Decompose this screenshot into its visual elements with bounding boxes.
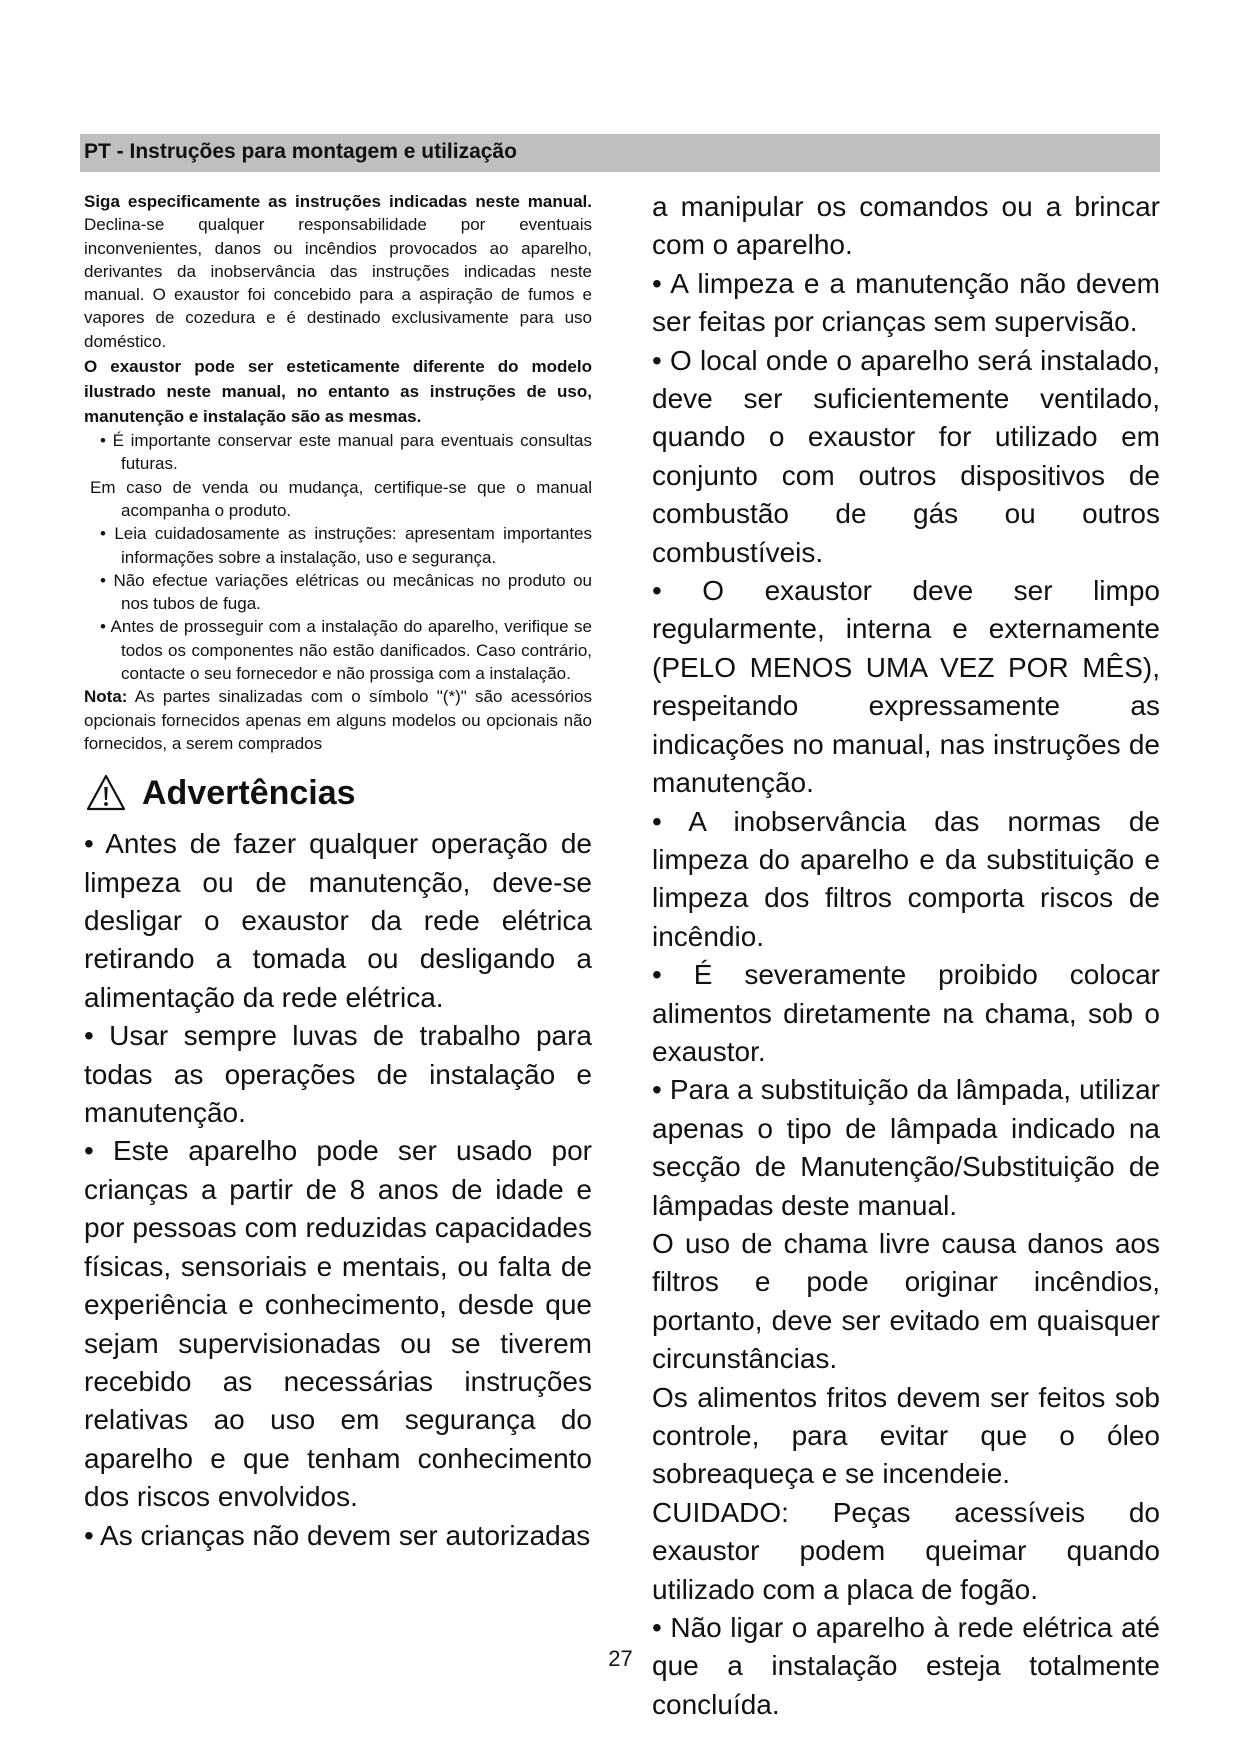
warning-item: O uso de chama livre causa danos aos filtros e pode originar incêndios, portanto, deve ser evitado em quaisquer circunstâncias.	[652, 1227, 1160, 1375]
warning-item: • A limpeza e a manutenção não devem ser feitas por crianças sem supervisão.	[652, 267, 1160, 338]
warning-item: CUIDADO: Peças acessíveis do exaustor podem queimar quando utilizado com a placa de fogão.	[652, 1496, 1160, 1605]
warnings-right-text	[652, 188, 1160, 1724]
warning-item: • O local onde o aparelho será instalado, deve ser suficientemente ventilado, quando o exaustor for utilizado em conjunto com outros dispositivos de combustão de gás ou outros combustíveis.	[652, 344, 1160, 568]
nota-paragraph	[84, 685, 592, 755]
warning-item: a manipular os comandos ou a brincar com o aparelho.	[652, 191, 1160, 261]
instruction-list	[84, 429, 592, 685]
intro-paragraph	[84, 190, 592, 353]
warning-item: • Não ligar o aparelho à rede elétrica até que a instalação esteja totalmente concluída.	[652, 1612, 1160, 1720]
intro-block	[84, 190, 592, 755]
warning-item: • O exaustor deve ser limpo regularmente, interna e externamente (PELO MENOS UMA VEZ POR MÊS), respeitando expressamente as indicações no manual, nas instruções de manutenção.	[652, 575, 1160, 799]
warning-item: Os alimentos fritos devem ser feitos sob controle, para evitar que o óleo sobreaqueça e se incendeie.	[652, 1381, 1160, 1490]
warning-item: • Usar sempre luvas de trabalho para todas as operações de instalação e manutenção.	[84, 1020, 592, 1129]
right-column	[652, 188, 1160, 1724]
warning-triangle-icon	[86, 773, 126, 813]
warning-item: • Este aparelho pode ser usado por crianças a partir de 8 anos de idade e por pessoas com reduzidas capacidades físicas, sensoriais e mentais, ou falta de experiência e conhecimento, desde que sejam supervisionadas ou se tiverem recebido as necessárias instruções relativas ao uso em segurança do aparelho e que tenham conhecimento dos riscos envolvidos.	[84, 1135, 592, 1513]
left-column	[84, 190, 592, 1555]
warning-item: • A inobservância das normas de limpeza do aparelho e da substituição e limpeza dos filtros comporta riscos de incêndio.	[652, 805, 1160, 952]
list-item: Em caso de venda ou mudança, certifique-se que o manual acompanha o produto.	[90, 477, 592, 520]
warning-item: • Antes de fazer qualquer operação de limpeza ou de manutenção, deve-se desligar o exaustor da rede elétrica retirando a tomada ou desligando a alimentação da rede elétrica.	[84, 828, 592, 1013]
warning-item: • Para a substituição da lâmpada, utilizar apenas o tipo de lâmpada indicado na secção de Manutenção/Substituição de lâmpadas deste manual.	[652, 1074, 1160, 1221]
nota-label: Nota:	[84, 687, 128, 707]
list-item: • Não efectue variações elétricas ou mecânicas no produto ou nos tubos de fuga.	[100, 570, 592, 614]
section-title: PT - Instruções para montagem e utilização	[84, 140, 517, 163]
list-item: • É importante conservar este manual para eventuais consultas futuras.	[100, 431, 592, 474]
warnings-left-text	[84, 825, 592, 1555]
warning-item: • É severamente proibido colocar alimentos diretamente na chama, sob o exaustor.	[652, 959, 1160, 1067]
nota-text: As partes sinalizadas com o símbolo "(*)" são acessórios opcionais fornecidos apenas em alguns modelos ou opcionais não fornecidos, a serem comprados	[84, 687, 592, 753]
warning-item: • As crianças não devem ser autorizadas	[84, 1519, 591, 1551]
warnings-title: Advertências	[142, 773, 356, 812]
list-item: • Leia cuidadosamente as instruções: apresentam importantes informações sobre a instalação, uso e segurança.	[100, 524, 592, 567]
page-number: 27	[608, 1646, 633, 1671]
list-item: • Antes de prosseguir com a instalação do aparelho, verifique se todos os componentes não estão danificados. Caso contrário, contacte o seu fornecedor e não prossiga com a instalação.	[100, 617, 592, 684]
intro-bold-lead: Siga especificamente as instruções indicadas neste manual.	[84, 192, 592, 211]
warnings-heading	[84, 769, 592, 817]
intro-text: Declina-se qualquer responsabilidade por eventuais inconvenientes, danos ou incêndios provocados ao aparelho, derivantes da inobservância das instruções indicadas neste manual. O exaustor foi concebido para a aspiração de fumos e vapores de cozedura e é destinado exclusivamente para uso doméstico.	[84, 215, 592, 351]
intro-bold-note: O exaustor pode ser esteticamente diferente do modelo ilustrado neste manual, no entanto as instruções de uso, manutenção e instalação são as mesmas.	[84, 357, 592, 427]
